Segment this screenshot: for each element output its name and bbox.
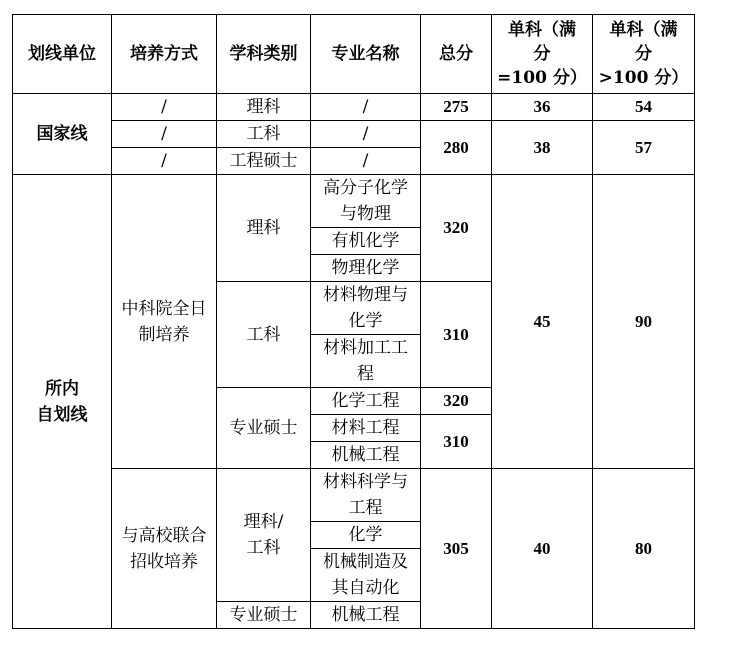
cell-single-over-100: 54: [593, 94, 695, 121]
fulltime-single-over-100: 90: [593, 175, 695, 469]
fulltime-single-100: 45: [492, 175, 593, 469]
cell-major: 化学: [311, 522, 421, 549]
cell-major: 材料加工工 程: [311, 335, 421, 388]
cell-major: /: [311, 121, 421, 148]
joint-single-over-100: 80: [593, 469, 695, 629]
cell-major: 机械制造及 其自动化: [311, 549, 421, 602]
table-row: [13, 121, 695, 148]
joint-total: 305: [421, 469, 492, 629]
institute-unit: 所内 自划线: [13, 175, 112, 629]
cell-single-over-100: 57: [593, 121, 695, 175]
cell-major: /: [311, 148, 421, 175]
cell-mode: /: [112, 94, 217, 121]
score-line-table: [12, 14, 695, 629]
cell-total: 310: [421, 415, 492, 469]
cell-major: 有机化学: [311, 228, 421, 255]
header-category: 学科类别: [217, 15, 311, 94]
fulltime-mode: 中科院全日 制培养: [112, 175, 217, 469]
cell-total: 280: [421, 121, 492, 175]
national-unit: 国家线: [13, 94, 112, 175]
fulltime-engineering-total: 310: [421, 282, 492, 388]
joint-prof-master-category: 专业硕士: [217, 602, 311, 629]
fulltime-science-category: 理科: [217, 175, 311, 282]
cell-mode: /: [112, 121, 217, 148]
cell-category: 理科: [217, 94, 311, 121]
fulltime-science-total: 320: [421, 175, 492, 282]
cell-total: 320: [421, 388, 492, 415]
cell-mode: /: [112, 148, 217, 175]
cell-major: 机械工程: [311, 442, 421, 469]
cell-category: 工科: [217, 121, 311, 148]
cell-total: 275: [421, 94, 492, 121]
fulltime-engineering-category: 工科: [217, 282, 311, 388]
cell-major: 物理化学: [311, 255, 421, 282]
header-single-over-100: 单科（满 分 >100 分）: [593, 15, 695, 94]
header-row: [13, 15, 695, 94]
cell-major: 材料工程: [311, 415, 421, 442]
table-container: [12, 14, 695, 629]
header-total: 总分: [421, 15, 492, 94]
cell-single-100: 36: [492, 94, 593, 121]
table-row: [13, 94, 695, 121]
cell-major: 材料科学与 工程: [311, 469, 421, 522]
cell-major: /: [311, 94, 421, 121]
cell-single-100: 38: [492, 121, 593, 175]
header-mode: 培养方式: [112, 15, 217, 94]
cell-major: 高分子化学 与物理: [311, 175, 421, 228]
header-unit: 划线单位: [13, 15, 112, 94]
joint-category: 理科/ 工科: [217, 469, 311, 602]
cell-category: 工程硕士: [217, 148, 311, 175]
cell-major: 材料物理与 化学: [311, 282, 421, 335]
joint-single-100: 40: [492, 469, 593, 629]
header-major: 专业名称: [311, 15, 421, 94]
header-single-100: 单科（满 分 =100 分）: [492, 15, 593, 94]
cell-major: 机械工程: [311, 602, 421, 629]
joint-mode: 与高校联合 招收培养: [112, 469, 217, 629]
fulltime-prof-master-category: 专业硕士: [217, 388, 311, 469]
cell-major: 化学工程: [311, 388, 421, 415]
